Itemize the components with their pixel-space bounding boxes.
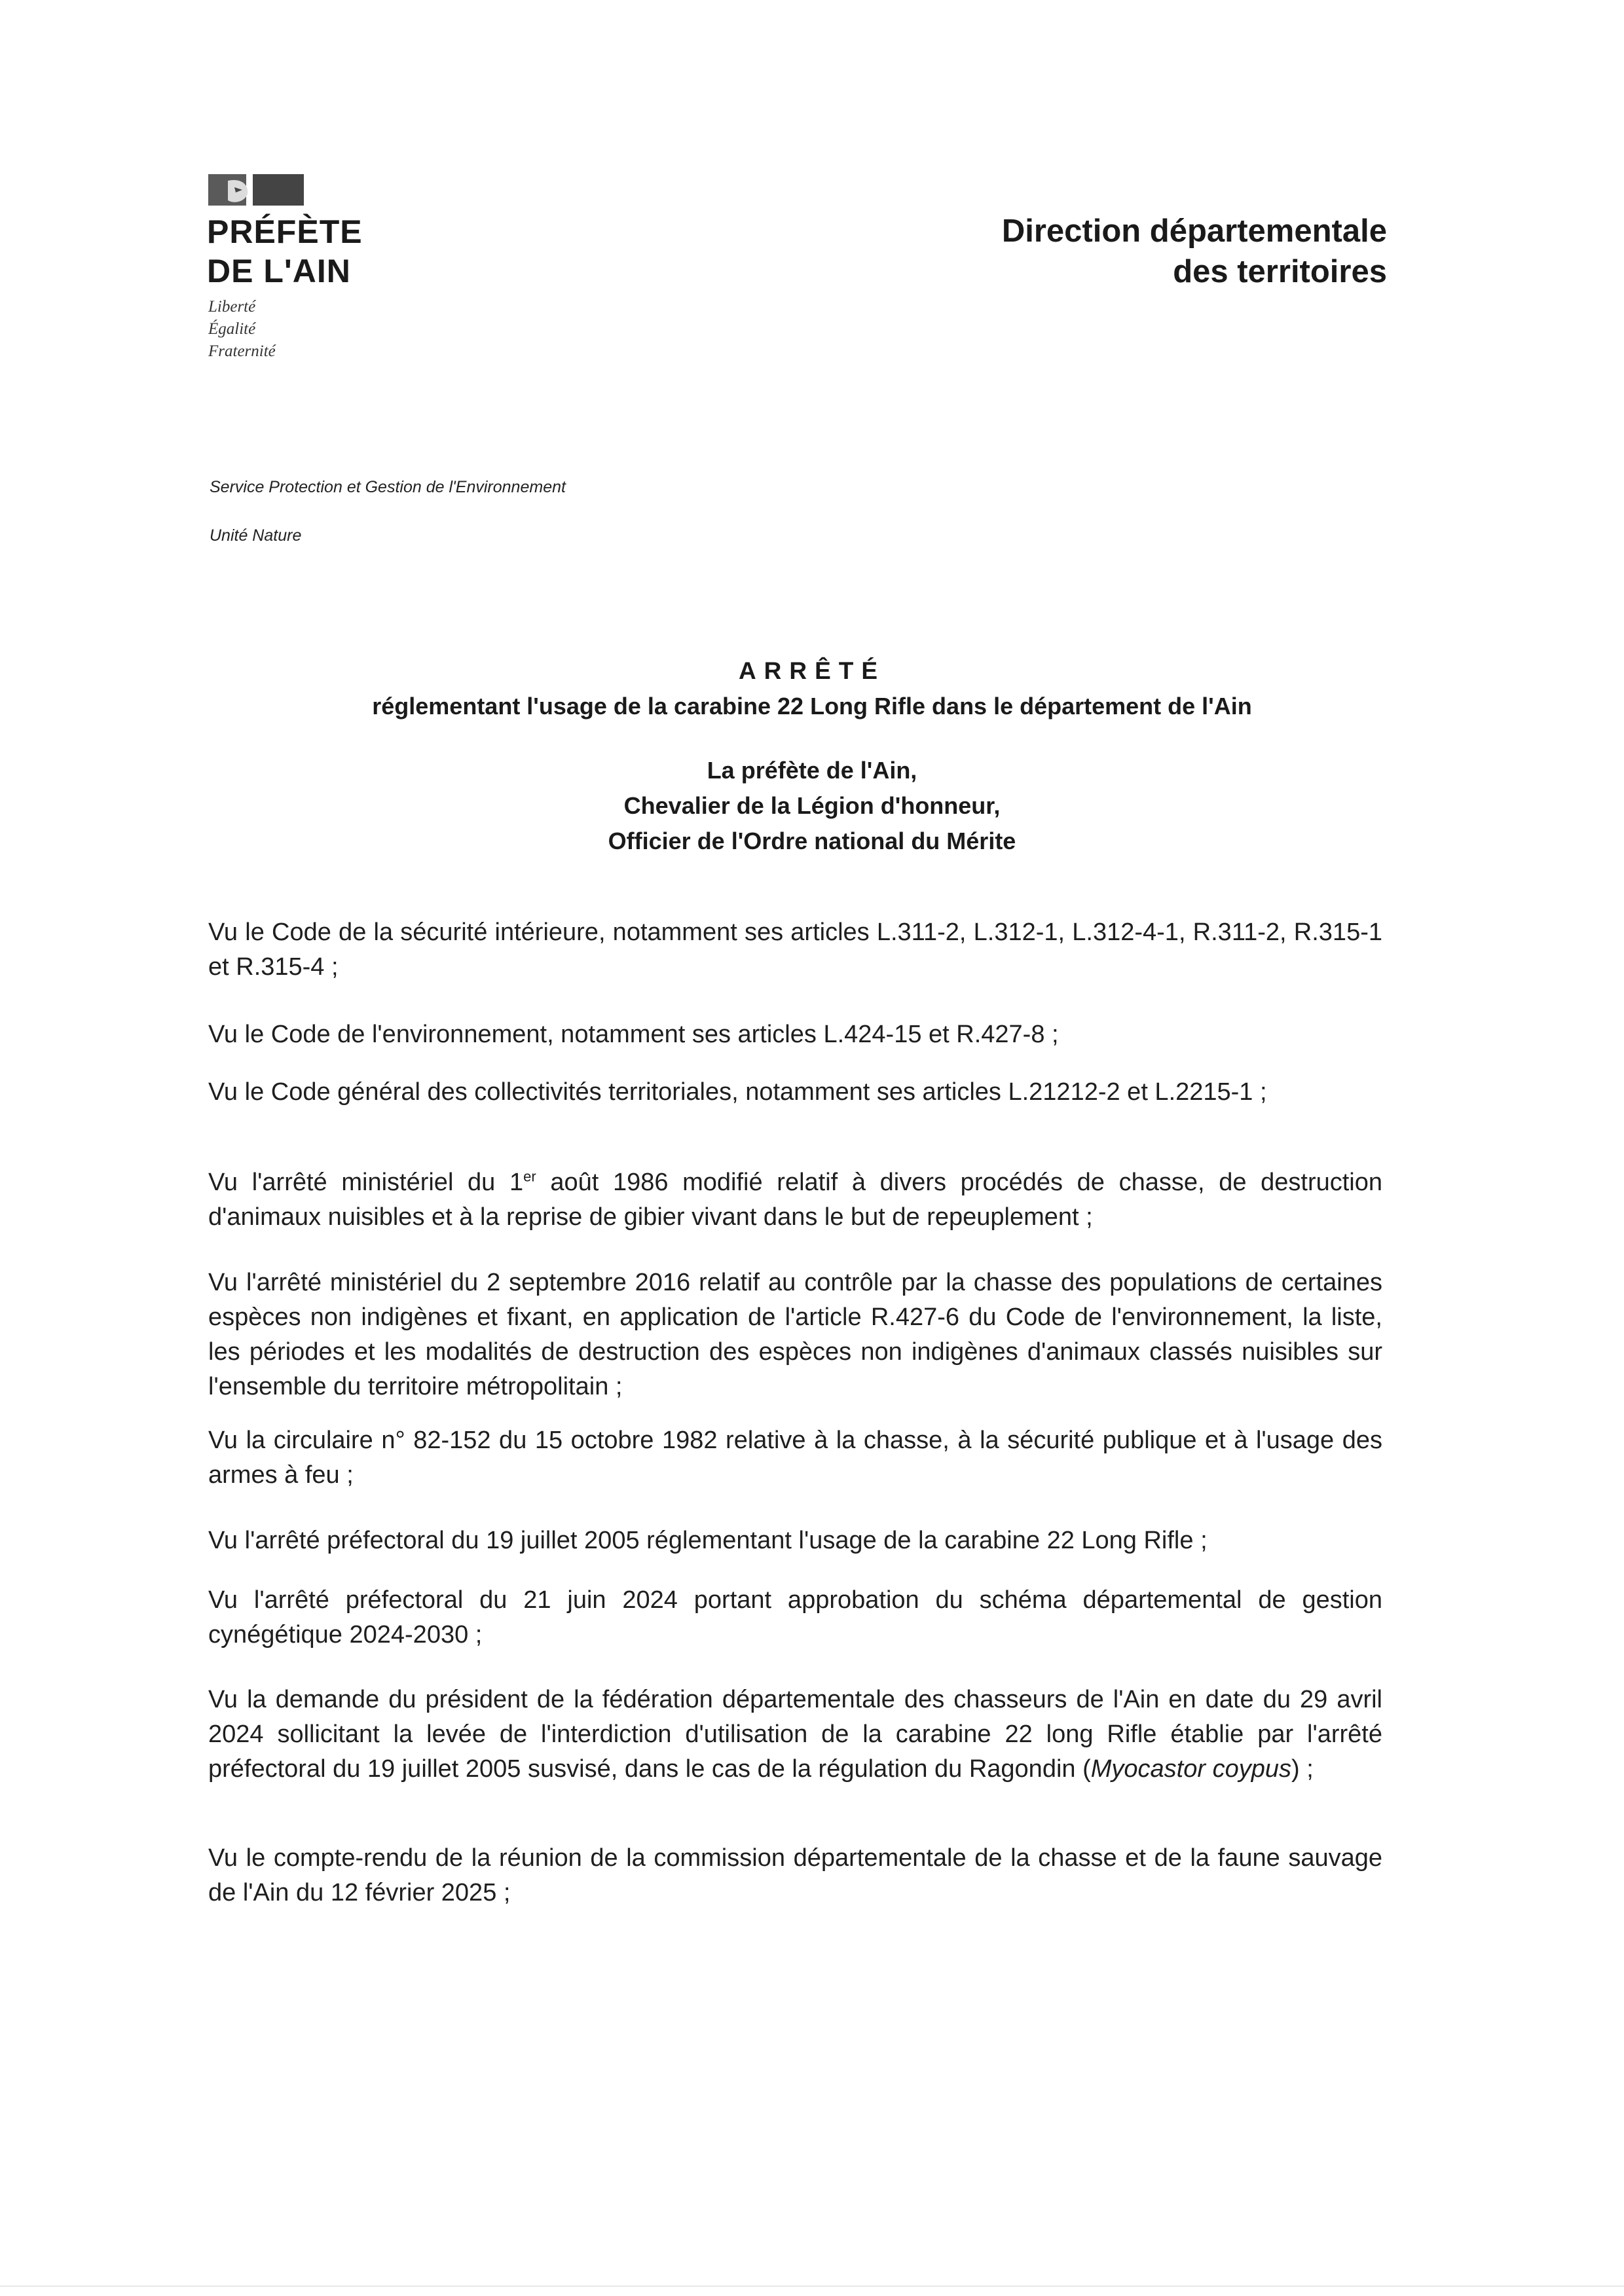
considerant-4-sup: er <box>523 1168 536 1185</box>
considerant-2: Vu le Code de l'environnement, notamment ses articles L.424-15 et R.427-8 ; <box>208 1021 1059 1048</box>
motto-liberte: Liberté <box>208 298 256 316</box>
service-name: Service Protection et Gestion de l'Environnement <box>210 478 566 496</box>
direction-line1: Direction départementale <box>1001 213 1387 249</box>
prefete-line3: Officier de l'Ordre national du Mérite <box>608 828 1016 854</box>
prefecture-name-line2: DE L'AIN <box>207 253 351 289</box>
prefete-line1: La préfète de l'Ain, <box>707 757 917 784</box>
direction-title <box>1002 211 1387 292</box>
considerant-9-after: ) ; <box>1291 1755 1314 1783</box>
prefete-line2: Chevalier de la Légion d'honneur, <box>623 792 1001 819</box>
considerant-7: Vu l'arrêté préfectoral du 19 juillet 2005 réglementant l'usage de la carabine 22 Long Rifle ; <box>208 1527 1208 1554</box>
unit-name: Unité Nature <box>210 526 302 545</box>
considerant-9-before: Vu la demande du président de la fédération départementale des chasseurs de l'Ain en date du 29 avril 2024 sollicitant la levée de l'interdiction d'utilisation de la carabine 22 long Rifle établie par l'arrêté préfectoral du 19 juillet 2005 susvisé, dans le cas de la régulation du Ragondin ( <box>208 1686 1382 1783</box>
prefete-titles <box>0 753 1624 859</box>
scan-edge-line <box>0 2286 1624 2287</box>
considerant-8: Vu l'arrêté préfectoral du 21 juin 2024 portant approbation du schéma départemental de gestion cynégétique 2024-2030 ; <box>208 1586 1382 1649</box>
arrete-subtitle: réglementant l'usage de la carabine 22 Long Rifle dans le département de l'Ain <box>372 693 1252 720</box>
considerant-4-after: août 1986 modifié relatif à divers procédés de chasse, de destruction d'animaux nuisibles et à la reprise de gibier vivant dans le but de repeuplement ; <box>208 1169 1383 1231</box>
considerant-4-before: Vu l'arrêté ministériel du 1 <box>208 1169 524 1196</box>
republic-motto <box>208 296 276 363</box>
considerant-9 <box>208 1683 1382 1787</box>
considerant-10: Vu le compte-rendu de la réunion de la commission départementale de la chasse et de la faune sauvage de l'Ain du 12 février 2025 ; <box>208 1844 1382 1906</box>
arrete-title: ARRÊTÉ <box>738 657 886 684</box>
motto-egalite: Égalité <box>208 320 256 338</box>
considerant-4 <box>208 1165 1382 1235</box>
considerant-3: Vu le Code général des collectivités territoriales, notamment ses articles L.21212-2 et L.2215-1 ; <box>208 1078 1267 1106</box>
prefecture-name <box>207 212 363 291</box>
marianne-logo-icon <box>208 174 304 206</box>
prefecture-name-line1: PRÉFÈTE <box>207 213 363 250</box>
considerant-5: Vu l'arrêté ministériel du 2 septembre 2016 relatif au contrôle par la chasse des populations de certaines espèces non indigènes et fixant, en application de l'article R.427-6 du Code de l'environnement, la liste, les périodes et les modalités de destruction des espèces non indigènes d'animaux classés nuisibles sur l'ensemble du territoire métropolitain ; <box>208 1269 1382 1400</box>
motto-fraternite: Fraternité <box>208 342 276 360</box>
considerant-6: Vu la circulaire n° 82-152 du 15 octobre 1982 relative à la chasse, à la sécurité publique et à l'usage des armes à feu ; <box>208 1427 1382 1489</box>
considerant-1: Vu le Code de la sécurité intérieure, notamment ses articles L.311-2, L.312-1, L.312-4-1, R.311-2, R.315-1 et R.315-4 ; <box>208 919 1382 981</box>
direction-line2: des territoires <box>1173 254 1387 289</box>
considerant-9-species: Myocastor coypus <box>1090 1755 1291 1783</box>
